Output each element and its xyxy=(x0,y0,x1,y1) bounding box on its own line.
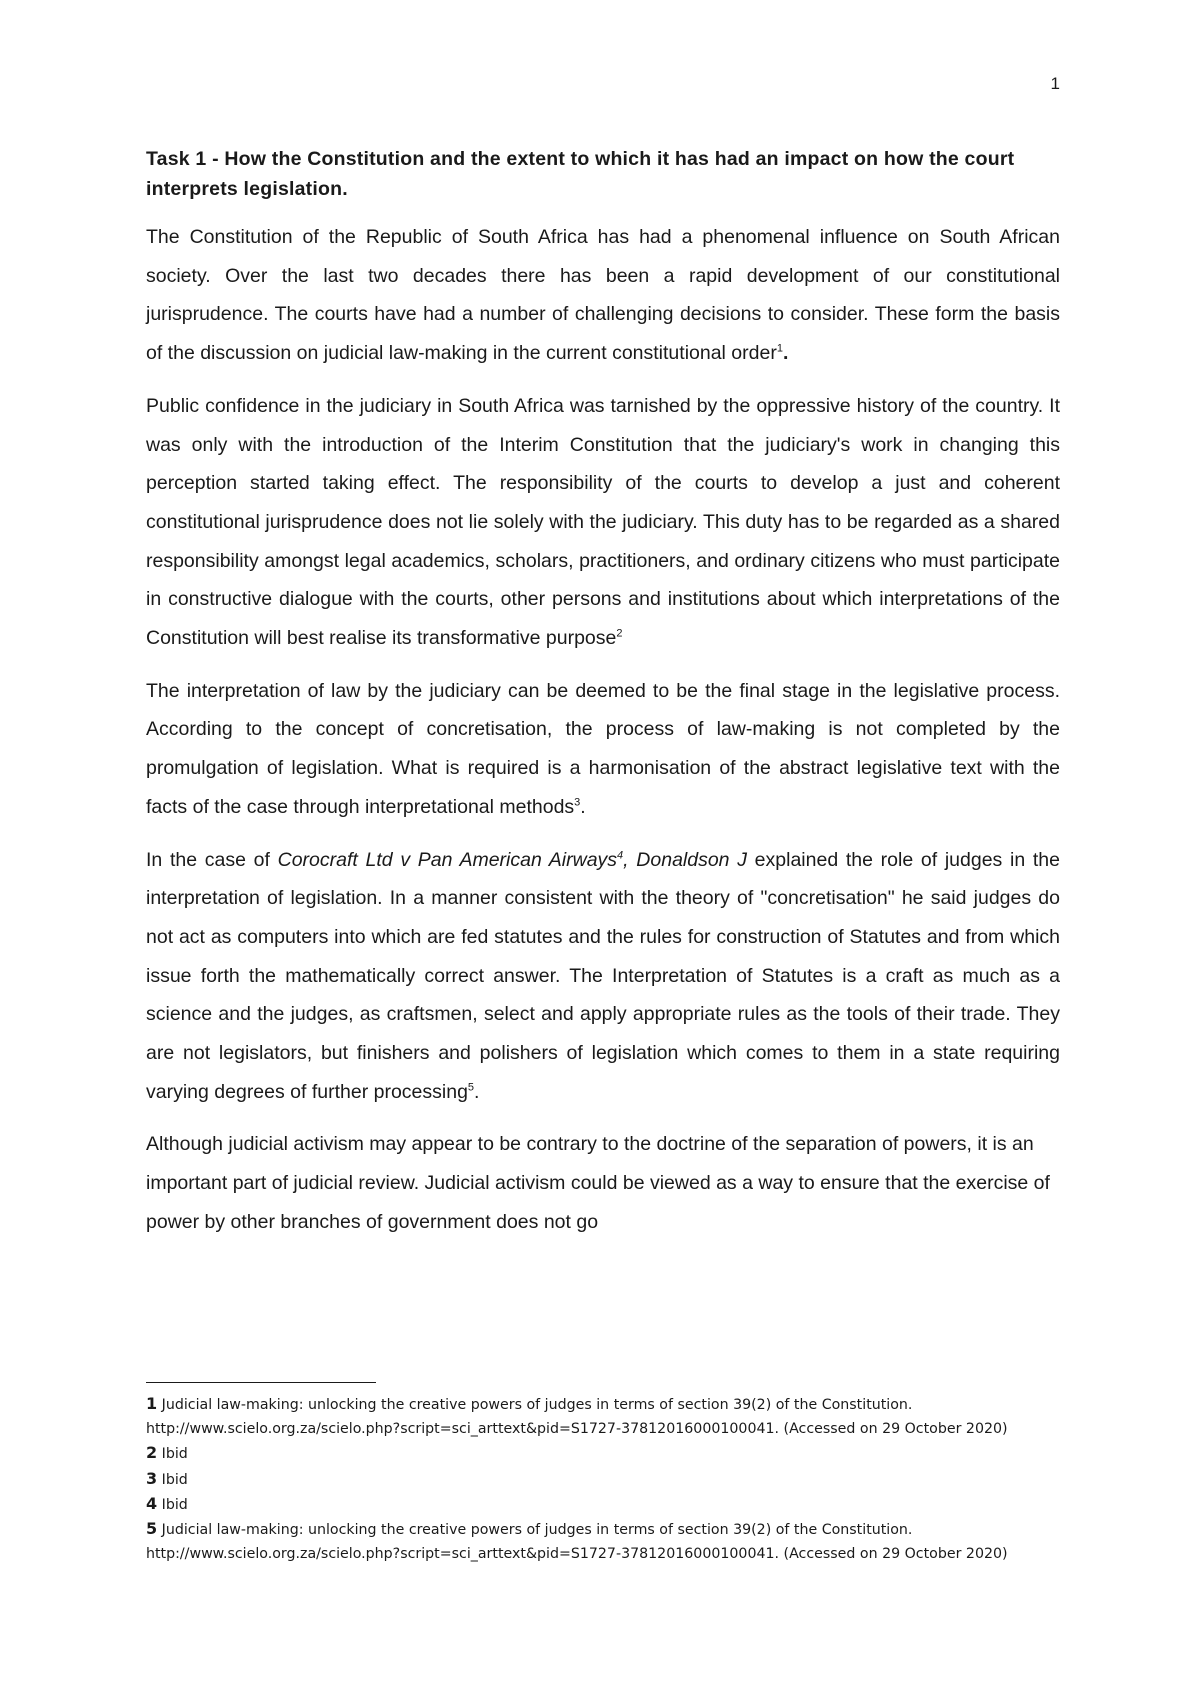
paragraph-1 xyxy=(146,218,1060,373)
footnote-separator xyxy=(146,1382,376,1383)
footnote-reference[interactable]: 2 xyxy=(616,627,623,640)
paragraph-5 xyxy=(146,1125,1060,1241)
footnote-1-link[interactable]: http://www.scielo.org.za/scielo.php?script=sci_arttext&pid=S1727-37812016000100041. (Accessed on 29 October 2020) xyxy=(146,1421,1008,1438)
footnote-number: 2 xyxy=(146,1443,158,1463)
paragraph-4 xyxy=(146,841,1060,1112)
document-body xyxy=(146,144,1060,1256)
page-number: 1 xyxy=(1050,74,1060,93)
paragraph-period: . xyxy=(580,795,586,818)
footnote-5-link[interactable]: http://www.scielo.org.za/scielo.php?script=sci_arttext&pid=S1727-37812016000100041. (Accessed on 29 October 2020) xyxy=(146,1546,1008,1563)
footnote-reference[interactable]: 5 xyxy=(467,1081,475,1094)
footnote-reference[interactable]: 4 xyxy=(617,849,624,862)
footnote-reference[interactable]: 1 xyxy=(776,342,783,355)
paragraph-text: The Constitution of the Republic of South Africa has had a phenomenal influence on South African society. Over the last two decades there has been a rapid development of our constitutional jurisprudence. The courts have had a number of challenging decisions to consider. These form the basis of the discussion on judicial law-making in the current constitutional order xyxy=(146,226,1060,365)
paragraph-text: explained the role of judges in the interpretation of legislation. In a manner consistent with the theory of "concretisation" he said judges do not act as computers into which are fed statutes and the rules for construction of Statutes and from which issue forth the mathematically correct answer. The Interpretation of Statutes is a craft as much as a science and the judges, as craftsmen, select and apply appropriate rules as the tools of their trade. They are not legislators, but finishers and polishers of legislation which comes to them in a state requiring varying degrees of further processing xyxy=(146,848,1060,1103)
footnote-number: 3 xyxy=(146,1468,158,1488)
paragraph-2 xyxy=(146,387,1060,658)
footnote-text: Judicial law-making: unlocking the creative powers of judges in terms of section 39(2) of the Constitution. xyxy=(161,1522,913,1539)
paragraph-3 xyxy=(146,672,1060,827)
paragraph-text: The interpretation of law by the judiciary can be deemed to be the final stage in the legislative process. According to the concept of concretisation, the process of law-making is not completed by the promulgation of legislation. What is required is a harmonisation of the abstract legislative text with the facts of the case through interpretational methods xyxy=(146,679,1060,818)
footnote-4 xyxy=(146,1492,1146,1517)
footnote-3 xyxy=(146,1467,1146,1492)
footnote-reference[interactable]: 3 xyxy=(574,796,581,809)
footnote-5 xyxy=(146,1517,1146,1542)
task-heading: Task 1 - How the Constitution and the extent to which it has had an impact on how the court interprets legislation. xyxy=(146,148,1015,200)
paragraph-text: Public confidence in the judiciary in South Africa was tarnished by the oppressive history of the country. It was only with the introduction of the Interim Constitution that the judiciary's work in changing this perception started taking effect. The responsibility of the courts to develop a just and coherent constitutional jurisprudence does not lie solely with the judiciary. This duty has to be regarded as a shared responsibility amongst legal academics, scholars, practitioners, and ordinary citizens who must participate in constructive dialogue with the courts, other persons and institutions about which interpretations of the Constitution will best realise its transformative purpose xyxy=(146,394,1060,650)
paragraph-lead: In the case of xyxy=(146,848,278,871)
footnote-2 xyxy=(146,1441,1146,1466)
footnote-number: 4 xyxy=(146,1493,158,1513)
judge-name: Donaldson J xyxy=(636,848,747,871)
footnote-text: Ibid xyxy=(161,1496,188,1513)
footnote-text: Ibid xyxy=(161,1446,188,1463)
footnote-text: Judicial law-making: unlocking the creative powers of judges in terms of section 39(2) of the Constitution. xyxy=(161,1397,913,1413)
footnotes xyxy=(146,1392,1146,1566)
footnote-number: 1 xyxy=(146,1394,158,1413)
footnote-text: Ibid xyxy=(161,1471,188,1488)
paragraph-period: . xyxy=(474,1080,480,1103)
paragraph-period: . xyxy=(782,342,789,365)
case-separator: , xyxy=(623,848,637,871)
paragraph-text: Although judicial activism may appear to be contrary to the doctrine of the separation of powers, it is an important part of judicial review. Judicial activism could be viewed as a way to ensure that the exercise of power by other branches of government does not go xyxy=(146,1133,1050,1233)
case-name: Corocraft Ltd v Pan American Airways xyxy=(277,848,618,871)
footnote-1 xyxy=(146,1392,1146,1417)
footnote-number: 5 xyxy=(146,1519,158,1539)
